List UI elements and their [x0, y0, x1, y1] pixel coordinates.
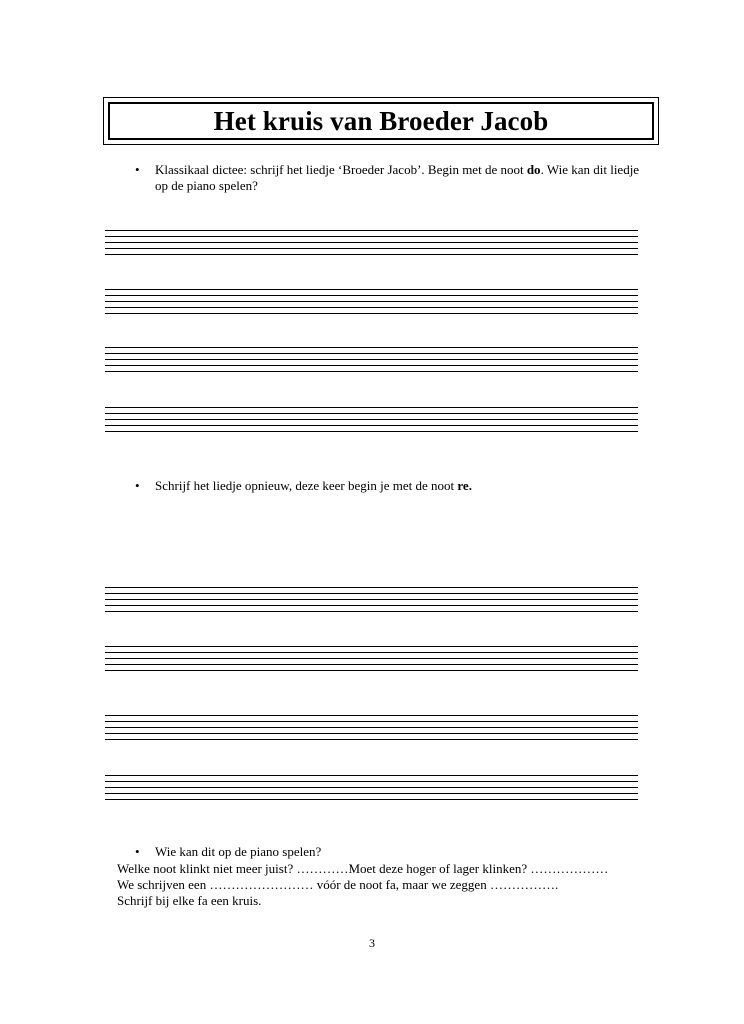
- instruction-1-text-b: . Wie kan dit liedje op de piano spelen?: [155, 162, 640, 193]
- page-title: Het kruis van Broeder Jacob: [213, 105, 549, 136]
- question-line-2: We schrijven een …………………… vóór de noot fa, maar we zeggen …………….: [117, 877, 559, 892]
- music-staff[interactable]: [105, 347, 638, 372]
- music-staff[interactable]: [105, 646, 638, 671]
- instruction-1-note: do: [526, 162, 541, 177]
- page-number: 3: [369, 936, 375, 950]
- bullet-icon: •: [135, 478, 140, 493]
- instruction-2-text: Schrijf het liedje opnieuw, deze keer begin je met de noot: [155, 478, 458, 493]
- bullet-icon: •: [135, 162, 140, 177]
- music-staff[interactable]: [105, 289, 638, 314]
- bullet-icon: •: [135, 844, 140, 859]
- music-staff[interactable]: [105, 230, 638, 255]
- title-frame: [103, 97, 659, 145]
- music-staff[interactable]: [105, 407, 638, 432]
- instruction-2: [135, 478, 645, 494]
- instruction-2-note: re.: [457, 478, 472, 493]
- question-line-3: Schrijf bij elke fa een kruis.: [117, 893, 262, 908]
- music-staff[interactable]: [105, 587, 638, 612]
- instruction-1: [135, 162, 645, 194]
- music-staff[interactable]: [105, 775, 638, 800]
- instruction-3-text: Wie kan dit op de piano spelen?: [155, 844, 322, 859]
- question-line-1: Welke noot klinkt niet meer juist? …………Moet deze hoger of lager klinken? ………………: [117, 861, 609, 876]
- music-staff[interactable]: [105, 715, 638, 740]
- title-inner-frame: [108, 102, 654, 140]
- instruction-3: [135, 844, 555, 860]
- instruction-1-text-a: Klassikaal dictee: schrijf het liedje ‘Broeder Jacob’. Begin met de noot: [155, 162, 527, 177]
